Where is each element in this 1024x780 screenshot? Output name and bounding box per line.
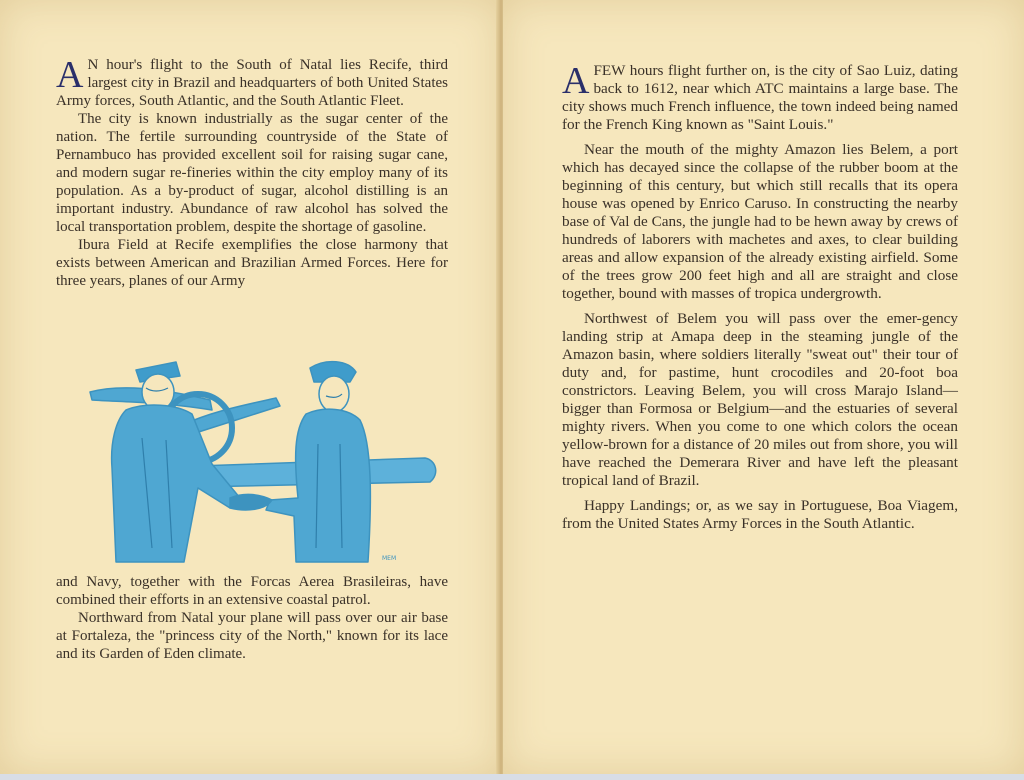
right-paragraph-1-text: FEW hours flight further on, is the city of Sao Luiz, dating back to 1612, near which ATC maintains a large base. The city shows much French influence, the town indeed being named for the French King known as "Saint Louis." bbox=[562, 62, 958, 133]
right-paragraph-2: Near the mouth of the mighty Amazon lies Belem, a port which has decayed since the collapse of the rubber boom at the beginning of this century, but which still recalls that its opera house was opened by Enrico Caruso. In constructing the nearby base of Val de Cans, the jungle had to be hewn away by crews of hundreds of laborers with machetes and axes, to clear building areas and allow expansion of the already existing airfield. Some of the trees grow 200 feet high and all are straight and close together, bound with masses of tropica undergrowth. bbox=[562, 141, 958, 302]
left-paragraph-3-continued: and Navy, together with the Forcas Aerea Brasileiras, have combined their efforts in an extensive coastal patrol. bbox=[56, 574, 448, 608]
drop-cap: A bbox=[56, 54, 84, 96]
left-paragraph-3: Ibura Field at Recife exemplifies the close harmony that exists between American and Brazilian Armed Forces. Here for three years, planes of our Army bbox=[56, 237, 448, 289]
drop-cap: A bbox=[562, 60, 590, 102]
left-page-text-bottom bbox=[56, 573, 448, 663]
illustration-signature: MEM bbox=[382, 555, 397, 562]
left-paragraph-2: The city is known industrially as the sugar center of the nation. The fertile surrounding countryside of the State of Pernambuco has provided excellent soil for raising sugar cane, and modern sugar re-fineries within the city employ many of its population. As a by-product of sugar, alcohol distilling is an important industry. Abundance of raw alcohol has solved the local transportation problem, despite the shortage of gasoline. bbox=[56, 111, 448, 235]
left-paragraph-4: Northward from Natal your plane will pass over our air base at Fortaleza, the "princess city of the North," known for its lace and its Garden of Eden climate. bbox=[56, 610, 448, 662]
right-paragraph-4: Happy Landings; or, as we say in Portuguese, Boa Viagem, from the United States Army Forces in the South Atlantic. bbox=[562, 497, 958, 532]
right-paragraph-3: Northwest of Belem you will pass over the emer-gency landing strip at Amapa deep in the steaming jungle of the Amazon basin, where soldiers literally "sweat out" their tour of duty and, for pastime, hunt crocodiles and 20-foot boa constrictors. Leaving Belem, you will cross Marajo Island—bigger than Formosa or Belgium—and the estuaries of several mighty rivers. When you come to one which colors the ocean yellow-brown for a distance of 20 miles out from shore, you will have reached the Demerara River and have left the pleasant tropical land of Brazil. bbox=[562, 310, 958, 489]
left-paragraph-1-text: N hour's flight to the South of Natal lies Recife, third largest city in Brazil and headquarters of both United States Army forces, South Atlantic, and the South Atlantic Fleet. bbox=[56, 57, 448, 109]
left-page bbox=[0, 0, 500, 774]
right-page-text bbox=[562, 62, 958, 533]
left-paragraph-1 bbox=[56, 56, 448, 110]
left-page-text-top bbox=[56, 56, 448, 290]
handshake-illustration bbox=[80, 348, 440, 570]
scan-bottom-edge bbox=[0, 774, 1024, 780]
right-paragraph-1 bbox=[562, 62, 958, 134]
